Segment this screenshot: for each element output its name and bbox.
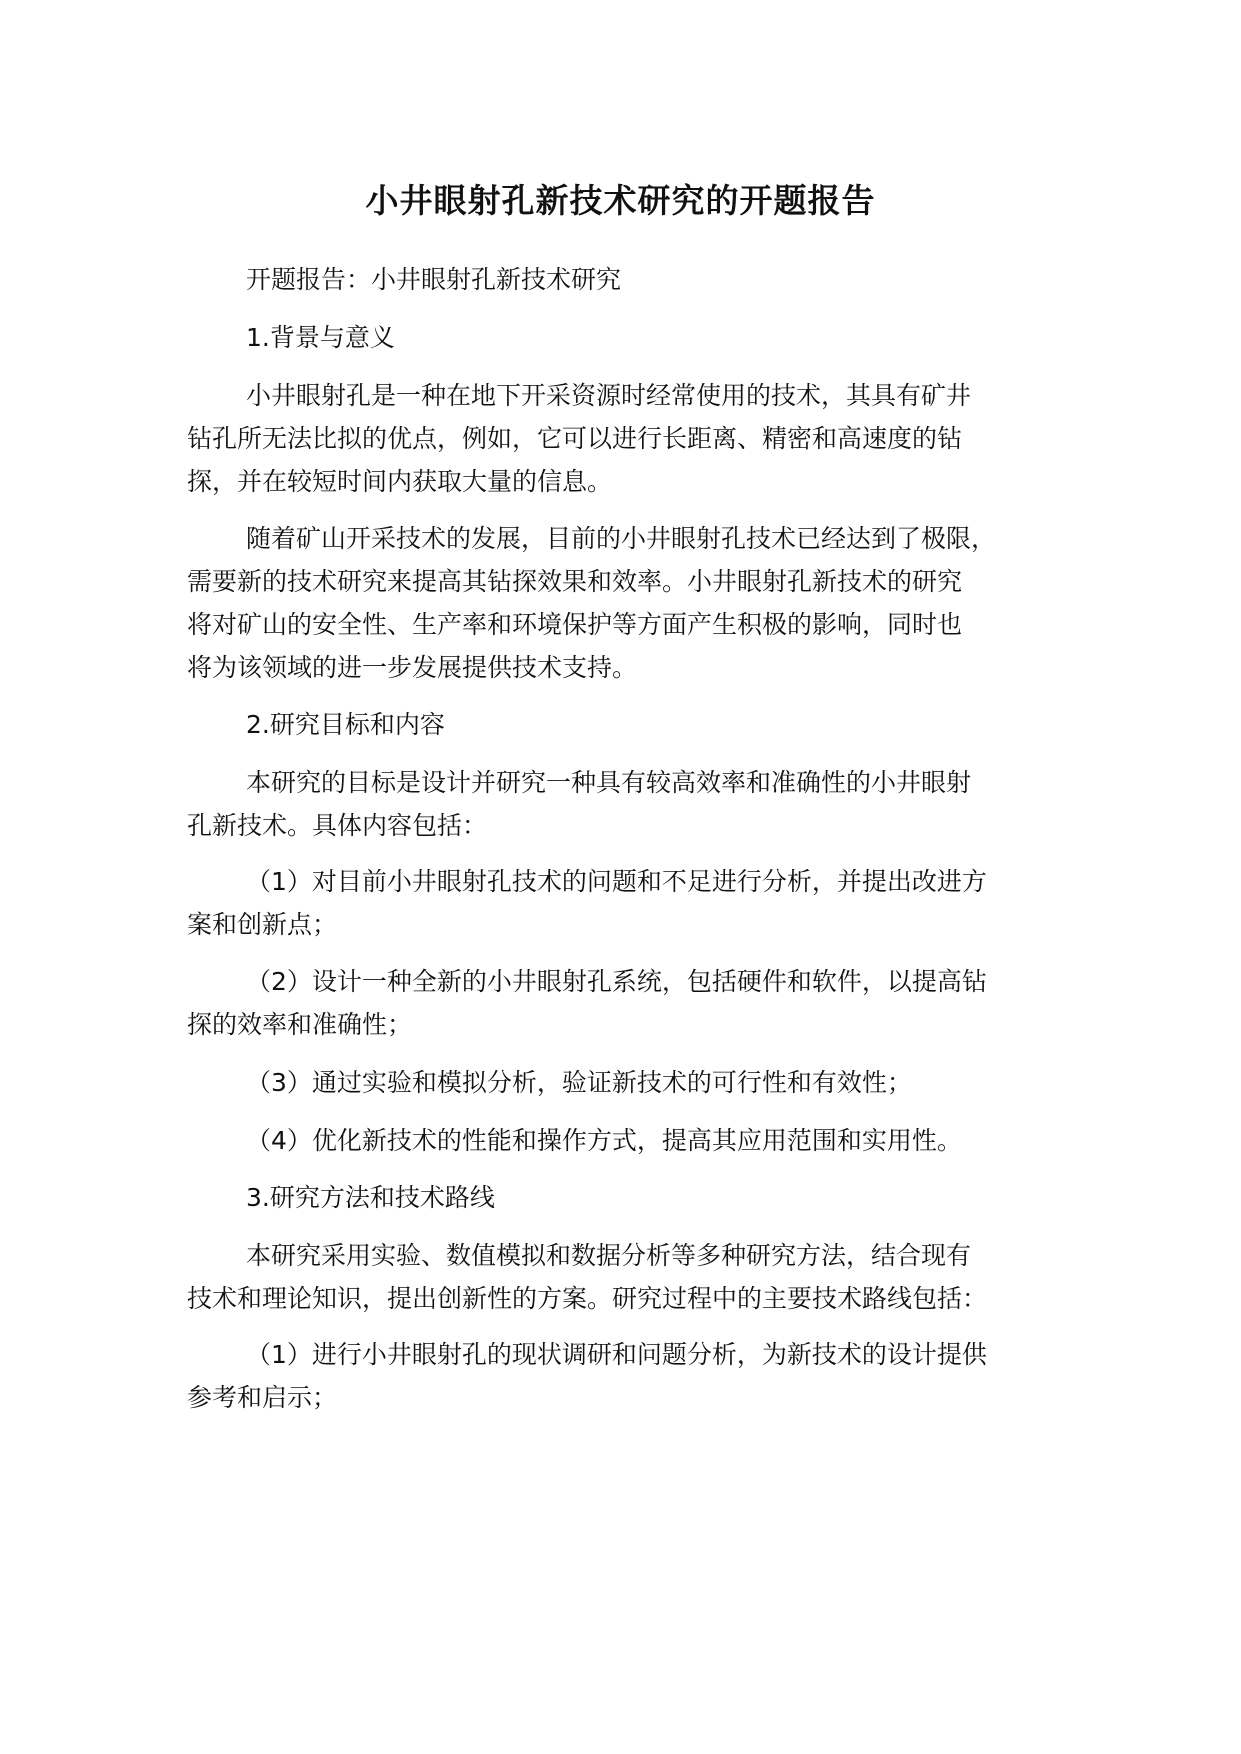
list-item-line: 参考和启示； <box>187 1383 338 1412</box>
list-item-line: 探的效率和准确性； <box>187 1010 413 1039</box>
list-item-line: （4）优化新技术的性能和操作方式，提高其应用范围和实用性。 <box>246 1126 962 1155</box>
section-heading-background: 1.背景与意义 <box>246 323 395 352</box>
section-heading-objectives: 2.研究目标和内容 <box>246 710 445 739</box>
paragraph-line: 钻孔所无法比拟的优点，例如，它可以进行长距离、精密和高速度的钻 <box>187 424 963 453</box>
paragraph-line: 随着矿山开采技术的发展，目前的小井眼射孔技术已经达到了极限， <box>246 524 997 553</box>
list-item-line: （3）通过实验和模拟分析，验证新技术的可行性和有效性； <box>246 1068 912 1097</box>
paragraph-line: 需要新的技术研究来提高其钻探效果和效率。小井眼射孔新技术的研究 <box>187 567 963 596</box>
list-item-line: （1）对目前小井眼射孔技术的问题和不足进行分析，并提出改进方 <box>246 867 987 896</box>
paragraph-line: 将对矿山的安全性、生产率和环境保护等方面产生积极的影响，同时也 <box>187 610 963 639</box>
report-subtitle: 开题报告：小井眼射孔新技术研究 <box>246 265 622 294</box>
paragraph-line: 本研究的目标是设计并研究一种具有较高效率和准确性的小井眼射 <box>246 768 972 797</box>
list-item-line: （1）进行小井眼射孔的现状调研和问题分析，为新技术的设计提供 <box>246 1340 987 1369</box>
paragraph-line: 将为该领域的进一步发展提供技术支持。 <box>187 653 638 682</box>
list-item-line: 案和创新点； <box>187 910 338 939</box>
section-heading-methods: 3.研究方法和技术路线 <box>246 1183 495 1212</box>
paragraph-line: 探，并在较短时间内获取大量的信息。 <box>187 467 613 496</box>
list-item-line: （2）设计一种全新的小井眼射孔系统，包括硬件和软件，以提高钻 <box>246 967 987 996</box>
paragraph-line: 小井眼射孔是一种在地下开采资源时经常使用的技术，其具有矿井 <box>246 381 972 410</box>
paragraph-line: 孔新技术。具体内容包括： <box>187 811 488 840</box>
paragraph-line: 技术和理论知识，提出创新性的方案。研究过程中的主要技术路线包括： <box>187 1284 988 1313</box>
paragraph-line: 本研究采用实验、数值模拟和数据分析等多种研究方法，结合现有 <box>246 1241 972 1270</box>
document-title: 小井眼射孔新技术研究的开题报告 <box>365 181 876 220</box>
